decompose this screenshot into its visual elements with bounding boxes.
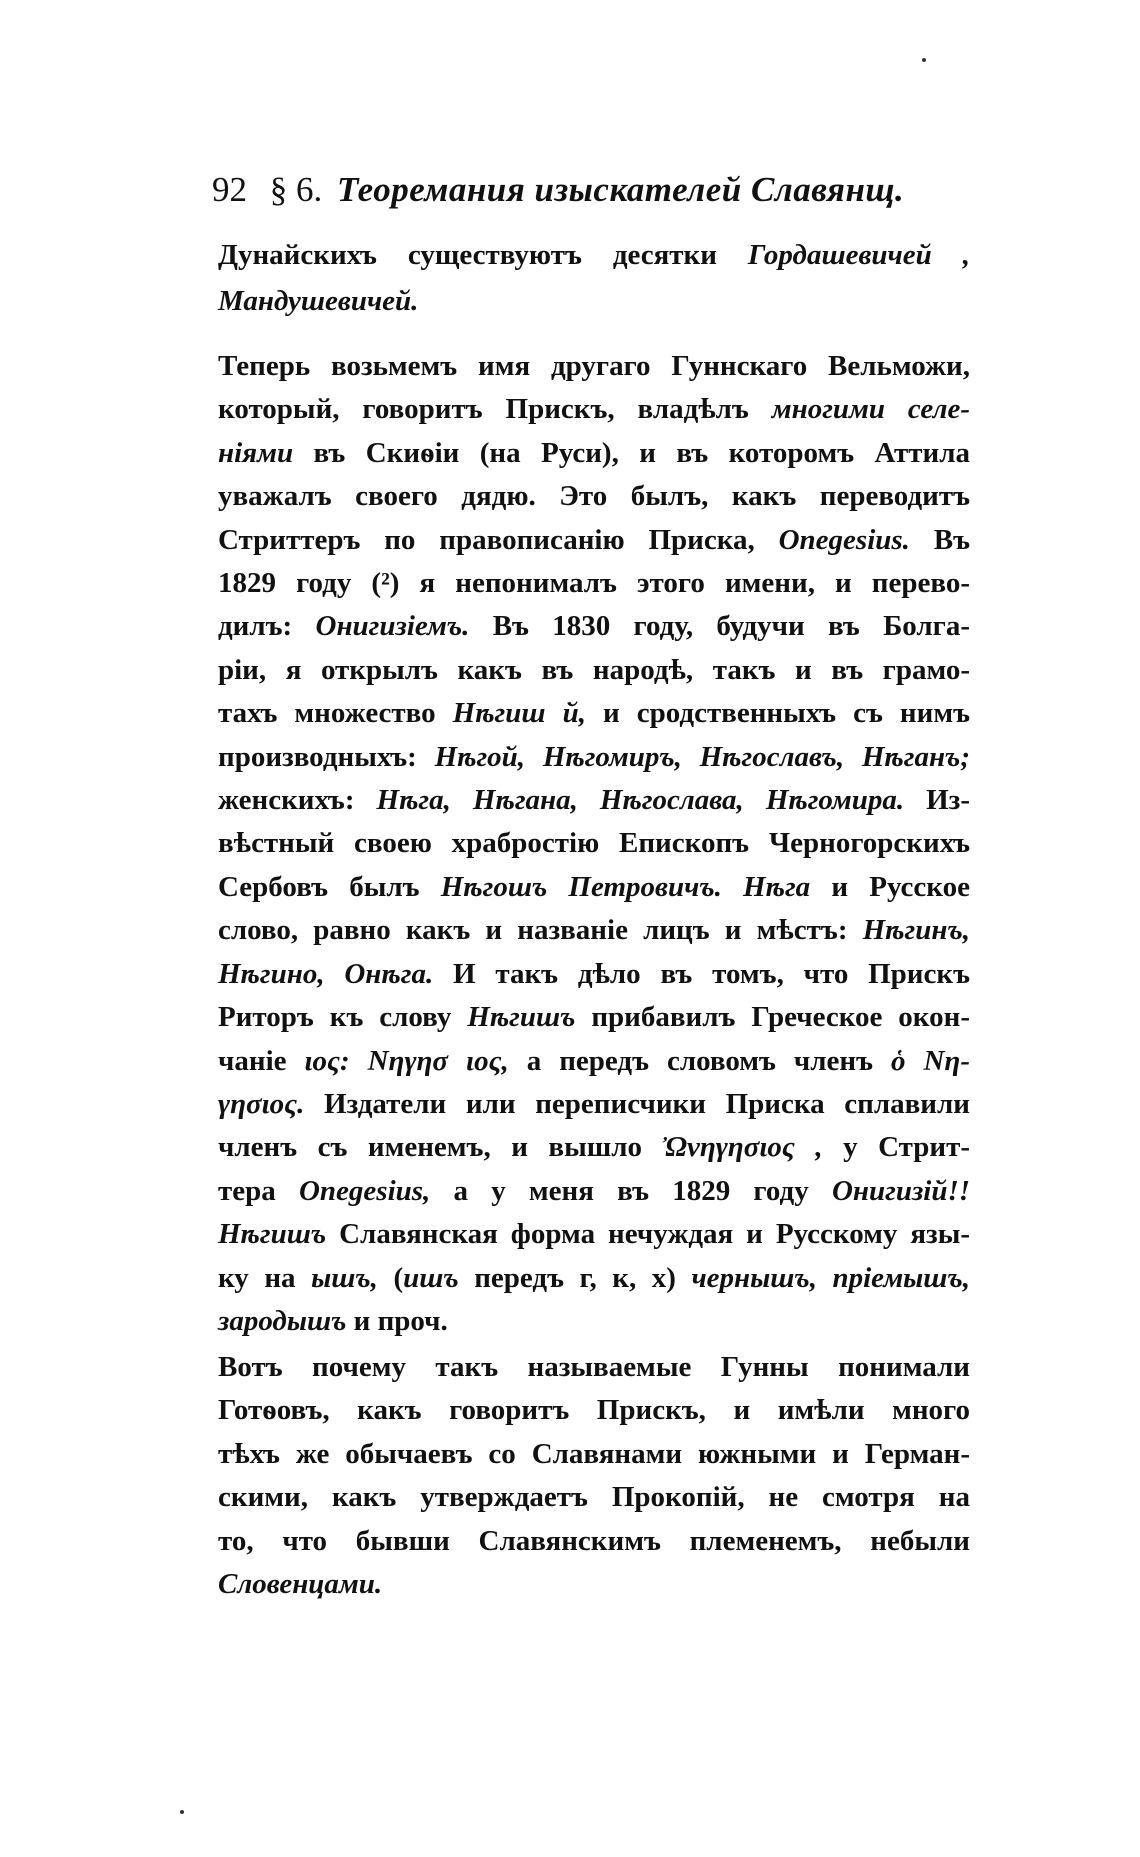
text-run: чаніе xyxy=(218,1044,305,1077)
text-run: Вотъ почему такъ называемые Гунны понимали xyxy=(218,1351,970,1383)
intro-text xyxy=(218,232,970,324)
italic-run: Словенцами. xyxy=(218,1568,383,1601)
page-number: 92 xyxy=(212,170,247,209)
text-run: а у меня въ 1829 году xyxy=(430,1174,832,1207)
text-run: передъ г, к, х) xyxy=(458,1261,692,1294)
text-line xyxy=(218,345,970,388)
text-line xyxy=(218,432,970,475)
text-line xyxy=(218,562,970,605)
text-line xyxy=(218,1346,970,1389)
italic-run: Ὠνηγησιος , xyxy=(662,1131,823,1164)
text-run: Издатели или переписчики Приска сплавили xyxy=(304,1087,970,1120)
text-run: Въ 1830 году, будучи въ Болга- xyxy=(469,610,970,643)
text-line xyxy=(218,1433,970,1476)
text-line xyxy=(218,1257,970,1300)
italic-run: Нѣгино, Онѣга. xyxy=(218,957,434,990)
text-line xyxy=(218,1520,970,1563)
text-run: слово, равно какъ и названіе лицъ и мѣстъ: xyxy=(218,914,863,947)
text-line xyxy=(218,475,970,518)
paragraph-1 xyxy=(218,345,970,1343)
text-run: въ Скиѳіи (на Руси), и въ которомъ Аттила xyxy=(293,436,970,469)
italic-run: Онигизій!! xyxy=(831,1174,971,1207)
print-speck xyxy=(180,1810,184,1814)
text-line xyxy=(218,909,970,952)
text-run: Въ xyxy=(909,523,971,556)
italic-run: Нѣгой, Нѣгомиръ, Нѣгославъ, Нѣганъ; xyxy=(434,740,970,773)
text-run: И такъ дѣло въ томъ, что Прискъ xyxy=(433,957,970,990)
italic-run: Нѣгишъ xyxy=(467,1001,576,1034)
text-line xyxy=(218,649,970,692)
section-title: Теоремания изыскателей Славянщ. xyxy=(337,170,905,209)
italic-run: ишъ xyxy=(403,1261,459,1294)
text-run: женскихъ: xyxy=(218,784,377,817)
text-run: и Русское xyxy=(810,870,970,903)
text-line xyxy=(218,1389,970,1432)
italic-run: ὁ Νη- xyxy=(891,1044,970,1077)
italic-run: Нѣгишъ xyxy=(218,1218,327,1251)
italic-run: γησιος. xyxy=(218,1087,305,1120)
text-line xyxy=(218,692,970,735)
section-number: § 6. xyxy=(269,170,323,209)
text-run: Готѳовъ, какъ говоритъ Прискъ, и имѣли много xyxy=(218,1394,970,1427)
text-line xyxy=(218,1170,970,1213)
text-run: вѣстный своею храбростію Епископъ Черногорскихъ xyxy=(218,827,970,860)
text-run: Риторъ къ слову xyxy=(218,1001,468,1034)
italic-run: Onegesius, xyxy=(298,1174,431,1207)
italic-run: ιος: Νηγησ ιος, xyxy=(304,1044,509,1077)
text-run: Дунайскихъ существуютъ десятки xyxy=(218,239,748,271)
text-run: и проч. xyxy=(346,1304,448,1337)
italic-run: ніями xyxy=(218,436,294,469)
text-line xyxy=(218,1300,970,1343)
italic-run: Onegesius. xyxy=(778,523,910,556)
running-header xyxy=(212,168,992,212)
text-run: тахъ множество xyxy=(218,697,453,730)
text-run: 1829 году (²) я непонималъ этого имени, и перево- xyxy=(218,567,970,600)
text-run: тѣхъ же обычаевъ со Славянами южными и Герман- xyxy=(218,1437,970,1470)
text-line xyxy=(218,1126,970,1169)
text-run: скими, какъ утверждаетъ Прокопій, не смотря на xyxy=(218,1481,970,1514)
text-line xyxy=(218,736,970,779)
text-line xyxy=(218,1083,970,1126)
text-line xyxy=(218,822,970,865)
text-line xyxy=(218,519,970,562)
paragraph-2 xyxy=(218,1346,970,1606)
italic-run: Гордашевичей , xyxy=(747,239,970,271)
text-run: то, что бывши Славянскимъ племенемъ, небыли xyxy=(218,1524,970,1557)
text-line xyxy=(218,1040,970,1083)
text-line xyxy=(218,232,970,278)
text-line xyxy=(218,996,970,1039)
text-line xyxy=(218,779,970,822)
italic-run: зародышъ xyxy=(218,1304,347,1337)
italic-run: Мандушевичей. xyxy=(218,285,419,317)
text-run: ку на xyxy=(218,1261,312,1294)
text-run: Стриттеръ по правописанію Приска, xyxy=(218,523,779,556)
text-run: Из- xyxy=(904,784,970,817)
text-run: ( xyxy=(377,1261,404,1294)
italic-run: Онигизіемъ. xyxy=(315,610,470,643)
text-run: производныхъ: xyxy=(218,740,435,773)
italic-run: ышъ, xyxy=(311,1261,378,1294)
text-line xyxy=(218,1563,970,1606)
text-run: у Стрит- xyxy=(822,1131,970,1164)
text-line xyxy=(218,1213,970,1256)
print-speck xyxy=(922,58,926,62)
text-run: уважалъ своего дядю. Это былъ, какъ переводитъ xyxy=(218,480,970,513)
text-run: дилъ: xyxy=(218,610,316,643)
text-line xyxy=(218,953,970,996)
text-run: тера xyxy=(218,1174,299,1207)
text-run: Славянская форма нечуждая и Русскому язы- xyxy=(326,1218,970,1251)
text-run: членъ съ именемъ, и вышло xyxy=(218,1131,663,1164)
text-line xyxy=(218,388,970,431)
text-run: который, говоритъ Прискъ, владѣлъ xyxy=(218,393,772,426)
italic-run: Нѣгиш й, xyxy=(452,697,586,730)
text-run: и сродственныхъ съ нимъ xyxy=(585,697,970,730)
text-line xyxy=(218,278,970,324)
text-line xyxy=(218,1476,970,1519)
text-line xyxy=(218,605,970,648)
italic-run: Нѣга, Нѣгана, Нѣгослава, Нѣгомира. xyxy=(376,784,905,817)
text-run: ріи, я открылъ какъ въ народѣ, такъ и въ грамо- xyxy=(218,653,970,686)
text-line xyxy=(218,866,970,909)
italic-run: Нѣгошъ Петровичъ. Нѣга xyxy=(440,870,811,903)
italic-run: многими селе- xyxy=(771,393,970,426)
italic-run: чернышъ, пріемышъ, xyxy=(691,1261,970,1294)
text-run: Сербовъ былъ xyxy=(218,870,441,903)
text-run: Теперь возьмемъ имя другаго Гуннскаго Вельможи, xyxy=(218,350,970,382)
text-run: а передъ словомъ членъ xyxy=(508,1044,891,1077)
italic-run: Нѣгинъ, xyxy=(862,914,970,947)
text-run: прибавилъ Греческое окон- xyxy=(575,1001,971,1034)
